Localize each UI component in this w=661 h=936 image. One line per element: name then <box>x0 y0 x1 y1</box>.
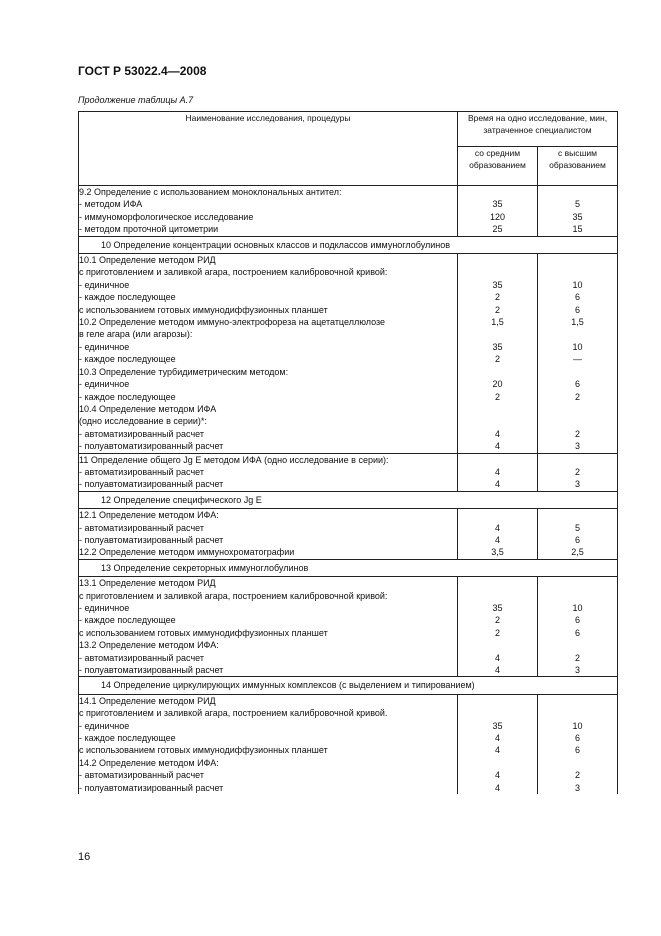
time-high-education-cell <box>538 694 618 707</box>
procedure-name-cell: - методом ИФА <box>79 198 458 210</box>
time-high-education-cell <box>538 366 618 378</box>
section-row <box>79 491 618 508</box>
procedure-name-cell: с приготовлением и заливкой агара, построением калибровочной кривой: <box>79 266 458 278</box>
table-row <box>79 652 618 664</box>
table-row <box>79 440 618 453</box>
document-title: ГОСТ Р 53022.4—2008 <box>78 64 207 78</box>
table-row <box>79 509 618 522</box>
table-row <box>79 279 618 291</box>
time-high-education-cell <box>538 453 618 466</box>
procedure-name-cell: 13.2 Определение методом ИФА: <box>79 639 458 651</box>
time-mid-education-cell: 4 <box>458 664 538 677</box>
time-high-education-cell: 1,5 <box>538 316 618 328</box>
procedure-name-cell: 14.2 Определение методом ИФА: <box>79 757 458 769</box>
time-high-education-cell <box>538 577 618 590</box>
section-row <box>79 559 618 576</box>
time-mid-education-cell: 4 <box>458 522 538 534</box>
table-row <box>79 627 618 639</box>
time-mid-education-cell <box>458 254 538 267</box>
time-mid-education-cell <box>458 366 538 378</box>
procedure-name-cell: 14.1 Определение методом РИД <box>79 694 458 707</box>
procedure-name-cell: - автоматизированный расчет <box>79 769 458 781</box>
time-mid-education-cell: 2 <box>458 627 538 639</box>
time-mid-education-cell <box>458 403 538 415</box>
time-high-education-cell: 10 <box>538 720 618 732</box>
procedure-name-cell: 11 Определение общего Jg E методом ИФА (одно исследование в серии): <box>79 453 458 466</box>
procedure-name-cell: - методом проточной цитометрии <box>79 223 458 236</box>
table-row <box>79 782 618 794</box>
time-mid-education-cell <box>458 757 538 769</box>
time-high-education-cell: 3 <box>538 782 618 794</box>
time-mid-education-cell: 2 <box>458 304 538 316</box>
procedure-name-cell: - автоматизированный расчет <box>79 466 458 478</box>
time-mid-education-cell <box>458 577 538 590</box>
table-row <box>79 769 618 781</box>
table-row <box>79 366 618 378</box>
time-high-education-cell: 10 <box>538 341 618 353</box>
table-row <box>79 478 618 491</box>
procedure-name-cell: - автоматизированный расчет <box>79 522 458 534</box>
table-row <box>79 694 618 707</box>
table-row <box>79 590 618 602</box>
section-row <box>79 677 618 694</box>
time-mid-education-cell: 35 <box>458 198 538 210</box>
table-row <box>79 466 618 478</box>
procedure-name-cell: 12.2 Определение методом иммунохроматографии <box>79 546 458 559</box>
procedure-name-cell: 10.1 Определение методом РИД <box>79 254 458 267</box>
time-high-education-cell: 6 <box>538 627 618 639</box>
time-mid-education-cell: 4 <box>458 732 538 744</box>
procedure-name-cell: - каждое последующее <box>79 732 458 744</box>
procedure-name-cell: - автоматизированный расчет <box>79 428 458 440</box>
time-mid-education-cell: 2 <box>458 391 538 403</box>
time-high-education-cell <box>538 403 618 415</box>
procedure-name-cell: - полуавтоматизированный расчет <box>79 440 458 453</box>
procedure-name-cell: с приготовлением и заливкой агара, построением калибровочной кривой: <box>79 590 458 602</box>
time-mid-education-cell: 35 <box>458 279 538 291</box>
procedure-name-cell: - единичное <box>79 602 458 614</box>
time-mid-education-cell <box>458 639 538 651</box>
time-high-education-cell: 5 <box>538 198 618 210</box>
time-high-education-cell <box>538 328 618 340</box>
time-high-education-cell: 5 <box>538 522 618 534</box>
time-high-education-cell: 6 <box>538 534 618 546</box>
table-row <box>79 757 618 769</box>
time-mid-education-cell: 35 <box>458 720 538 732</box>
procedure-name-cell: - единичное <box>79 720 458 732</box>
time-high-education-cell: 10 <box>538 279 618 291</box>
table-row <box>79 403 618 415</box>
time-high-education-cell: 2 <box>538 769 618 781</box>
time-mid-education-cell <box>458 590 538 602</box>
time-mid-education-cell: 4 <box>458 440 538 453</box>
section-title: 13 Определение секреторных иммуноглобулинов <box>79 559 618 576</box>
section-title: 12 Определение специфического Jg E <box>79 491 618 508</box>
procedure-name-cell: в геле агара (или агарозы): <box>79 328 458 340</box>
time-mid-education-cell <box>458 707 538 719</box>
time-mid-education-cell: 2 <box>458 353 538 365</box>
procedure-name-cell: с использованием готовых иммунодиффузионных планшет <box>79 304 458 316</box>
time-mid-education-cell <box>458 453 538 466</box>
table-row <box>79 732 618 744</box>
procedure-name-cell: 13.1 Определение методом РИД <box>79 577 458 590</box>
time-high-education-cell <box>538 757 618 769</box>
table-row <box>79 534 618 546</box>
table-row <box>79 198 618 210</box>
procedure-name-cell: - полуавтоматизированный расчет <box>79 534 458 546</box>
time-mid-education-cell <box>458 186 538 199</box>
time-mid-education-cell: 4 <box>458 428 538 440</box>
time-mid-education-cell: 3,5 <box>458 546 538 559</box>
time-high-education-cell: 35 <box>538 211 618 223</box>
table-caption: Продолжение таблицы А.7 <box>78 95 194 105</box>
page-number: 16 <box>78 851 91 863</box>
column-header-name: Наименование исследования, процедуры <box>79 112 458 186</box>
table-row <box>79 415 618 427</box>
time-high-education-cell: 15 <box>538 223 618 236</box>
time-high-education-cell <box>538 707 618 719</box>
time-high-education-cell: 10 <box>538 602 618 614</box>
column-header-time: Время на одно исследование, мин, затраченное специалистом <box>458 112 618 147</box>
procedure-name-cell: 10.2 Определение методом иммуно-электрофореза на ацетатцеллюлозе <box>79 316 458 328</box>
table-row <box>79 602 618 614</box>
procedure-name-cell: с использованием готовых иммунодиффузионных планшет <box>79 744 458 756</box>
time-mid-education-cell: 2 <box>458 291 538 303</box>
time-high-education-cell: 6 <box>538 732 618 744</box>
column-header-high-education: с высшим образованием <box>538 147 618 186</box>
time-mid-education-cell <box>458 694 538 707</box>
procedure-time-table <box>78 111 618 794</box>
procedure-name-cell: 10.4 Определение методом ИФА <box>79 403 458 415</box>
procedure-name-cell: 12.1 Определение методом ИФА: <box>79 509 458 522</box>
time-high-education-cell: 6 <box>538 614 618 626</box>
procedure-name-cell: (одно исследование в серии)*: <box>79 415 458 427</box>
time-mid-education-cell: 4 <box>458 652 538 664</box>
time-mid-education-cell: 4 <box>458 744 538 756</box>
table-row <box>79 316 618 328</box>
column-header-mid-education: со средним образованием <box>458 147 538 186</box>
time-high-education-cell <box>538 266 618 278</box>
table-row <box>79 254 618 267</box>
time-high-education-cell: 6 <box>538 304 618 316</box>
time-mid-education-cell <box>458 328 538 340</box>
table-row <box>79 304 618 316</box>
table-row <box>79 744 618 756</box>
procedure-name-cell: - каждое последующее <box>79 291 458 303</box>
time-mid-education-cell: 35 <box>458 602 538 614</box>
procedure-name-cell: - полуавтоматизированный расчет <box>79 782 458 794</box>
table-row <box>79 522 618 534</box>
time-mid-education-cell: 120 <box>458 211 538 223</box>
section-row <box>79 236 618 253</box>
table-row <box>79 266 618 278</box>
procedure-name-cell: 10.3 Определение турбидиметрическим методом: <box>79 366 458 378</box>
time-high-education-cell: 2,5 <box>538 546 618 559</box>
table-row <box>79 707 618 719</box>
time-mid-education-cell: 2 <box>458 614 538 626</box>
table-row <box>79 546 618 559</box>
time-mid-education-cell: 4 <box>458 782 538 794</box>
table-row <box>79 328 618 340</box>
time-mid-education-cell <box>458 266 538 278</box>
time-high-education-cell: 2 <box>538 466 618 478</box>
table-row <box>79 211 618 223</box>
table-row <box>79 186 618 199</box>
time-high-education-cell: 3 <box>538 664 618 677</box>
time-high-education-cell <box>538 254 618 267</box>
table-row <box>79 639 618 651</box>
time-high-education-cell <box>538 415 618 427</box>
section-title: 14 Определение циркулирующих иммунных комплексов (с выделением и типированием) <box>79 677 618 694</box>
procedure-name-cell: с приготовлением и заливкой агара, построением калибровочной кривой. <box>79 707 458 719</box>
time-high-education-cell: 6 <box>538 378 618 390</box>
time-high-education-cell <box>538 186 618 199</box>
table-row <box>79 428 618 440</box>
time-high-education-cell: — <box>538 353 618 365</box>
procedure-name-cell: - полуавтоматизированный расчет <box>79 478 458 491</box>
table-row <box>79 453 618 466</box>
procedure-name-cell: - каждое последующее <box>79 614 458 626</box>
procedure-name-cell: - единичное <box>79 279 458 291</box>
time-mid-education-cell <box>458 415 538 427</box>
procedure-name-cell: - полуавтоматизированный расчет <box>79 664 458 677</box>
table-row <box>79 353 618 365</box>
time-mid-education-cell: 35 <box>458 341 538 353</box>
time-high-education-cell: 2 <box>538 391 618 403</box>
table-row <box>79 664 618 677</box>
table-row <box>79 223 618 236</box>
time-mid-education-cell: 4 <box>458 466 538 478</box>
procedure-name-cell: 9.2 Определение с использованием моноклональных антител: <box>79 186 458 199</box>
time-mid-education-cell: 25 <box>458 223 538 236</box>
time-high-education-cell: 2 <box>538 652 618 664</box>
time-mid-education-cell: 20 <box>458 378 538 390</box>
time-high-education-cell: 3 <box>538 440 618 453</box>
procedure-name-cell: - каждое последующее <box>79 353 458 365</box>
table-row <box>79 378 618 390</box>
table-row <box>79 391 618 403</box>
table-row <box>79 291 618 303</box>
table-body <box>79 186 618 795</box>
table-row <box>79 614 618 626</box>
procedure-name-cell: с использованием готовых иммунодиффузионных планшет <box>79 627 458 639</box>
procedure-name-cell: - иммуноморфологическое исследование <box>79 211 458 223</box>
table-row <box>79 720 618 732</box>
time-mid-education-cell: 4 <box>458 478 538 491</box>
time-mid-education-cell: 4 <box>458 769 538 781</box>
time-mid-education-cell <box>458 509 538 522</box>
time-mid-education-cell: 1,5 <box>458 316 538 328</box>
table-row <box>79 577 618 590</box>
time-high-education-cell: 3 <box>538 478 618 491</box>
procedure-name-cell: - единичное <box>79 378 458 390</box>
procedure-name-cell: - каждое последующее <box>79 391 458 403</box>
time-high-education-cell: 6 <box>538 744 618 756</box>
time-mid-education-cell: 4 <box>458 534 538 546</box>
table-row <box>79 341 618 353</box>
time-high-education-cell <box>538 639 618 651</box>
procedure-name-cell: - единичное <box>79 341 458 353</box>
time-high-education-cell: 2 <box>538 428 618 440</box>
time-high-education-cell <box>538 509 618 522</box>
procedure-name-cell: - автоматизированный расчет <box>79 652 458 664</box>
time-high-education-cell: 6 <box>538 291 618 303</box>
time-high-education-cell <box>538 590 618 602</box>
section-title: 10 Определение концентрации основных классов и подклассов иммуноглобулинов <box>79 236 618 253</box>
